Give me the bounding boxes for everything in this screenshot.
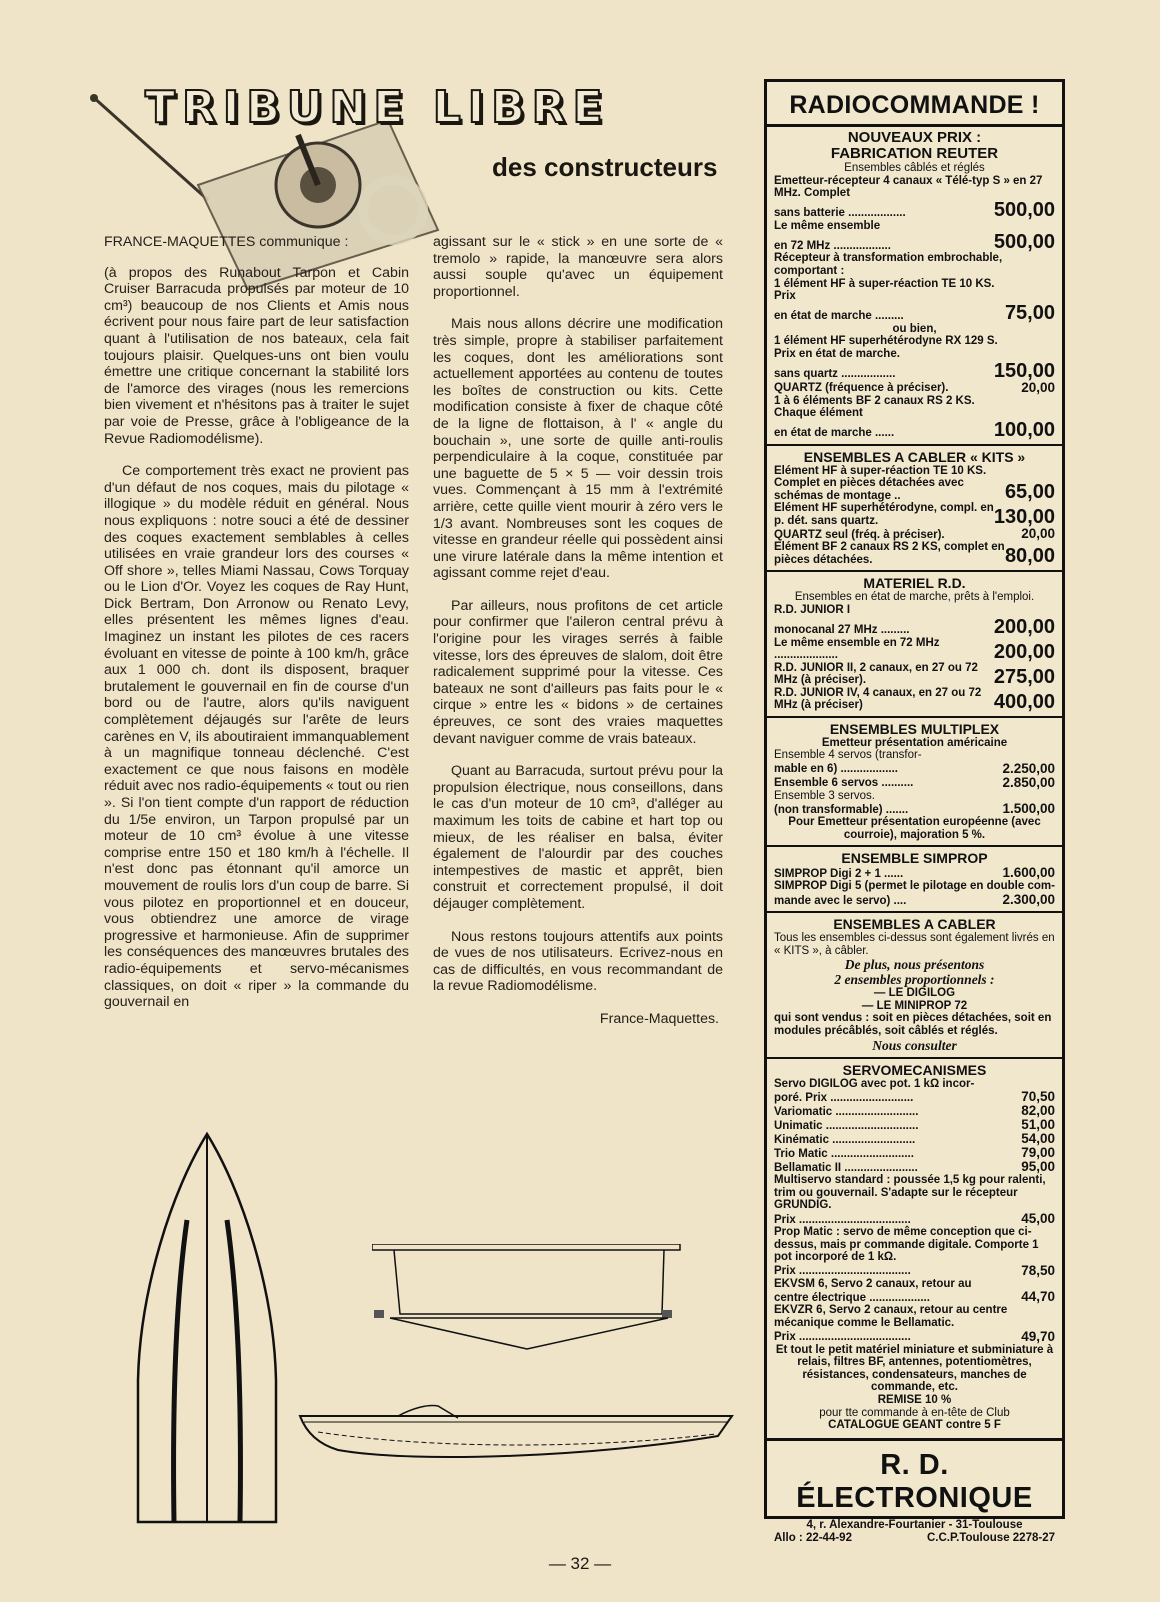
ad-line: Multiservo standard : poussée 1,5 kg pour ralenti, trim ou gouvernail. S'adapte sur le récepteur GRUNDIG.: [774, 1174, 1046, 1212]
price-label: monocanal 27 MHz .........: [774, 624, 910, 636]
section-subheading: Ensembles en état de marche, prêts à l'emploi.: [794, 591, 1035, 604]
price-value: 150,00: [993, 359, 1055, 382]
ad-line: SIMPROP Digi 5 (permet le pilotage en double com-: [774, 880, 1055, 893]
ad-line: R.D. JUNIOR I: [774, 603, 851, 616]
price-row: [774, 662, 1055, 687]
article-paragraph: agissant sur le « stick » en une sorte de « tremolo » rapide, la manœuvre sera alors aussi souple qu'avec un équipement proportionnel.: [433, 234, 723, 300]
ad-line: 1 élément HF à super-réaction TE 10 KS.: [774, 277, 995, 290]
price-row: [774, 232, 1055, 252]
price-value: 75,00: [1004, 301, 1055, 324]
price-row: [774, 776, 1055, 790]
price-row: [774, 866, 1055, 880]
ad-line: Elément HF à super-réaction TE 10 KS.: [774, 464, 987, 477]
price-label: Le même ensemble en 72 MHz ....................: [774, 636, 940, 661]
divider: [767, 1057, 1062, 1059]
price-row: [774, 1104, 1055, 1118]
ad-section-kits: [774, 450, 1055, 567]
price-label: R.D. JUNIOR II, 2 canaux, en 27 ou 72 MHz (à préciser).: [774, 661, 978, 686]
ad-italic-line: 2 ensembles proportionnels :: [834, 972, 995, 988]
ad-line: pour tte commande à en-tête de Club: [819, 1406, 1010, 1419]
price-value: 500,00: [993, 231, 1055, 254]
price-value: 78,50: [1021, 1262, 1055, 1278]
price-row: [774, 361, 1055, 381]
divider: [767, 716, 1062, 718]
price-row: [774, 1160, 1055, 1174]
price-row: [774, 1290, 1055, 1304]
price-value: 500,00: [993, 198, 1055, 221]
section-heading: ENSEMBLES MULTIPLEX: [829, 720, 1000, 737]
company-ccp: C.C.P.Toulouse 2278-27: [926, 1531, 1055, 1544]
price-row: [774, 1146, 1055, 1160]
ad-section-materiel: [774, 576, 1055, 711]
price-value: 79,00: [1021, 1145, 1055, 1161]
ad-section-reuter: [774, 130, 1055, 440]
price-label: Prix ...................................: [774, 1213, 911, 1226]
article-paragraph: Nous restons toujours attentifs aux points de vues de nos utilisateurs. Ecrivez-nous en cas de difficultés, en vous recommandant de la revue Radiomodélisme.: [433, 928, 723, 995]
price-value: 82,00: [1021, 1103, 1055, 1119]
price-label: (non transformable) .......: [774, 803, 909, 816]
article-paragraph: Mais nous allons décrire une modification très simple, propre à stabiliser parfaitement les coques, dont les améliorations sont actuellement apportées au contenu de toutes les boîtes de construction ou kits. Cette modification consiste à fixer de chaque côté de la ligne de flottaison, à l' « angle du bouchain », une sorte de quille anti-roulis perpendiculaire à la coque, constituée par une baguette de 5 × 5 — voir dessin trois vues. Commençant à 15 mm à l'extrémité arrière, cette quille vient mourir à zéro vers le 1/3 avant. Nombreuses sont les coques de vitesse en grandeur réelle qui possèdent ainsi une virure latérale dans la même intention et agissant comme rejet d'eau.: [433, 316, 723, 582]
price-label: poré. Prix ..........................: [774, 1091, 914, 1104]
price-label: Elément BF 2 canaux RS 2 KS, complet en pièces détachées.: [774, 541, 1005, 566]
article-paragraph: Ce comportement très exact ne provient pas d'un défaut de nos coques, mais du pilotage « illogique » du modèle réduit en général. Nous nous expliquons : notre souci a été de dessiner des coques exactement semblables à celles utilisées en vraie grandeur lors des courses « Off shore », telles Miami Nassau, Cows Torquay ou le Lion d'Or. Voyez les coques de Ray Hunt, Dick Bertram, Don Arronow ou Renato Levy, elles présentent les mêmes lignes d'eau. Imaginez un instant les pilotes de ces racers évoluant en vitesse de pointe à 100 km/h, grâce aux 1 000 ch. dont ils disposent, braquer brutalement le gouvernail en fin de course d'un bord ou de l'autre, alors qu'ils naviguent complètement déjaugés sur l'arête de leurs carènes en V, ils aboutiraient immanquablement à un magnifique tonneau déclenché. C'est exactement ce que nous faisons en modèle réduit avec nos radio-équipements « tout ou rien ». Si l'on tient compte d'un rapport de réduction du 1/5e environ, un Tarpon propulsé par un moteur de 10 cm³ évolue à une vitesse comprise entre 150 et 180 km/h à l'échelle. Il n'est donc pas étonnant qu'il amorce un mouvement de roulis lors d'un coup de barre. Si vous pilotez en proportionnel et en douceur, vous obtiendrez une amorce de virage progressive et harmonieuse. Afin de supprimer les conséquences des manœuvres brutales des radio-équipements et servo-mécanismes classiques, on doit « riper » la commande du gouvernail en: [104, 463, 409, 1011]
page-title: TRIBUNE LIBRE: [145, 82, 610, 133]
company-address: 4, r. Alexandre-Fourtanier - 31-Toulouse: [806, 1518, 1023, 1531]
price-label: Elément HF superhétérodyne, compl. en p. dét. sans quartz.: [774, 502, 994, 527]
price-value: 200,00: [993, 615, 1055, 638]
ad-line: — LE MINIPROP 72: [861, 999, 968, 1012]
section-heading: ENSEMBLE SIMPROP: [841, 850, 988, 867]
price-value: 1.500,00: [1002, 801, 1055, 817]
price-row: [774, 502, 1055, 527]
price-label: QUARTZ seul (fréq. à préciser).: [774, 528, 945, 541]
price-label: Complet en pièces détachées avec schémas de montage ..: [774, 477, 964, 502]
ad-line: EKVSM 6, Servo 2 canaux, retour au: [774, 1277, 972, 1290]
section-heading: ENSEMBLES A CABLER « KITS »: [803, 448, 1026, 465]
ad-section-multiplex: [774, 722, 1055, 842]
ad-line: Chaque élément: [774, 407, 863, 420]
ad-line: Servo DIGILOG avec pot. 1 kΩ incor-: [774, 1077, 975, 1090]
price-row: [774, 541, 1055, 566]
price-label: SIMPROP Digi 2 + 1 ......: [774, 867, 904, 880]
ad-line: Ensemble 3 servos.: [774, 789, 875, 802]
article-column-2: [433, 234, 723, 1044]
ad-line: qui sont vendus : soit en pièces détachées, soit en modules précâblés, soit câblés et réglés.: [774, 1012, 1052, 1038]
price-value: 200,00: [993, 640, 1055, 663]
article-paragraph: Par ailleurs, nous profitons de cet article pour confirmer que l'aileron central prévu à l'origine pour les virages serrés à faible vitesse, lors des épreuves de slalom, doit être radicalement supprimé pour la vitesse. Ces bateaux ne sont d'ailleurs pas faits pour le « cirque » entre les « bidons » de certaines épreuves, ce sont des vraies maquettes devant naviguer comme de vrais bateaux.: [433, 597, 723, 747]
ad-section-cabler: [774, 917, 1055, 1053]
price-label: Unimatic .............................: [774, 1119, 919, 1132]
ad-line: 1 élément HF superhétérodyne RX 129 S.: [774, 335, 998, 348]
article-paragraph: (à propos des Runabout Tarpon et Cabin Cruiser Barracuda propulsés par moteur de 10 cm³) beaucoup de nos Clients et Amis nous écrivent pour nous faire part de leur satisfaction quant à l'utilisation de nos bateaux, cela fait toujours plaisir. Quelques-uns ont bien voulu émettre une critique concernant la stabilité lors de l'amorce des virages (nous les remercions bien vivement et n'hésitons pas à traiter le sujet par voie de Presse, grâce à l'obligeance de la Revue Radiomodélisme).: [104, 264, 409, 447]
price-value: 2.250,00: [1002, 760, 1055, 776]
ad-line: Prix: [774, 290, 796, 303]
ad-line: Pour Emetteur présentation européenne (avec courroie), majoration 5 %.: [788, 816, 1041, 841]
article-intro: FRANCE-MAQUETTES communique :: [104, 234, 349, 250]
price-row: [774, 1118, 1055, 1132]
price-label: en 72 MHz ..................: [774, 239, 891, 252]
price-label: Prix ...................................: [774, 1265, 911, 1278]
divider: [767, 570, 1062, 572]
ad-line: Le même ensemble: [774, 219, 881, 232]
price-row: [774, 617, 1055, 637]
price-value: 54,00: [1021, 1131, 1055, 1147]
divider: [767, 444, 1062, 446]
price-label: mande avec le servo) ....: [774, 894, 907, 907]
price-value: 80,00: [1004, 545, 1055, 568]
ad-section-servos: [774, 1063, 1055, 1432]
price-value: 100,00: [993, 418, 1055, 441]
price-value: 65,00: [1004, 481, 1055, 504]
price-label: sans quartz .................: [774, 368, 896, 381]
article-paragraph: Quant au Barracuda, surtout prévu pour la propulsion électrique, nous conseillons, dans le cas d'un moteur de 10 cm³, d'alléger au maximum les toits de cabine et hart top ou mieux, de les réaliser en balsa, éviter également de l'alourdir par des couches intempestives de mastic et apprêt, bien construit et correctement propulsé, il doit déjauger complètement.: [433, 763, 723, 912]
price-row: [774, 1264, 1055, 1278]
ad-line: ou bien,: [892, 322, 937, 335]
price-label: QUARTZ (fréquence à préciser).: [774, 382, 949, 395]
price-value: 400,00: [993, 690, 1055, 713]
price-value: 275,00: [993, 665, 1055, 688]
price-value: 2.300,00: [1002, 892, 1055, 908]
price-value: 2.850,00: [1002, 774, 1055, 790]
price-row: [774, 1132, 1055, 1146]
article-signature: France-Maquettes.: [599, 1010, 719, 1027]
hull-side-view-drawing: [298, 1398, 734, 1478]
price-value: 20,00: [1021, 379, 1055, 395]
price-row: [774, 303, 1055, 323]
price-label: en état de marche ......: [774, 427, 895, 440]
price-label: sans batterie ..................: [774, 207, 906, 220]
divider: [767, 845, 1062, 847]
price-row: [774, 687, 1055, 712]
price-label: Variomatic ..........................: [774, 1105, 919, 1118]
section-subheading: Emetteur présentation américaine: [821, 736, 1008, 749]
ad-line: Et tout le petit matériel miniature et subminiature à relais, filtres BF, antennes, potentiomètres, résistances, condensateurs, manches de commande, etc.: [775, 1343, 1054, 1394]
price-label: Bellamatic II .......................: [774, 1161, 918, 1174]
price-row: [774, 1090, 1055, 1104]
price-value: 49,70: [1021, 1328, 1055, 1344]
hull-top-view-drawing: [132, 1130, 282, 1530]
page-subtitle: des constructeurs: [492, 152, 718, 182]
hull-rear-view-drawing: [372, 1244, 682, 1356]
price-value: 51,00: [1021, 1117, 1055, 1133]
ad-line: EKVZR 6, Servo 2 canaux, retour au centre mécanique comme le Bellamatic.: [774, 1304, 1008, 1329]
price-row: [774, 762, 1055, 776]
ad-line: Ensemble 4 servos (transfor-: [774, 749, 922, 762]
ad-line: Emetteur-récepteur 4 canaux « Télé-typ S » en 27 MHz. Complet: [774, 174, 1043, 200]
section-subheading: Ensembles câblés et réglés: [844, 162, 985, 174]
company-contact: [774, 1532, 1055, 1545]
price-value: 44,70: [1021, 1289, 1055, 1305]
price-label: en état de marche .........: [774, 310, 904, 323]
section-heading: SERVOMECANISMES: [842, 1061, 987, 1078]
ad-line: CATALOGUE GEANT contre 5 F: [828, 1419, 1001, 1432]
ad-line: REMISE 10 %: [877, 1393, 952, 1406]
price-label: mable en 6) ..................: [774, 763, 898, 776]
ad-section-simprop: [774, 851, 1055, 907]
price-row: [774, 420, 1055, 440]
section-heading: NOUVEAUX PRIX :: [847, 129, 982, 146]
price-label: Ensemble 6 servos ..........: [774, 777, 914, 790]
section-heading: MATERIEL R.D.: [863, 575, 966, 592]
price-row: [774, 1212, 1055, 1226]
price-value: 20,00: [1021, 526, 1055, 542]
ad-line: Prop Matic : servo de même conception que ci-dessus, mais pr commande digitale. Comporte 1 pot incorporé de 1 kΩ.: [774, 1226, 1039, 1264]
company-name: R. D. ÉLECTRONIQUE: [767, 1438, 1062, 1519]
price-label: Prix ...................................: [774, 1331, 911, 1344]
price-label: Trio Matic ..........................: [774, 1147, 914, 1160]
price-row: [774, 1330, 1055, 1344]
price-row: [774, 893, 1055, 907]
price-row: [774, 381, 1055, 395]
ad-italic-line: Nous consulter: [872, 1037, 957, 1053]
price-label: centre électrique ...................: [774, 1291, 930, 1304]
ad-title: RADIOCOMMANDE !: [767, 85, 1062, 127]
price-row: [774, 200, 1055, 220]
advertisement-box: [764, 79, 1065, 1544]
price-value: 70,50: [1021, 1089, 1055, 1105]
article-column-1: [104, 234, 409, 1027]
page-number: — 32 —: [548, 1554, 612, 1573]
ad-line: Prix en état de marche.: [774, 347, 900, 360]
section-heading: FABRICATION REUTER: [830, 145, 999, 162]
price-row: [774, 477, 1055, 502]
ad-italic-line: De plus, nous présentons: [844, 957, 985, 973]
price-label: R.D. JUNIOR IV, 4 canaux, en 27 ou 72 MHz (à préciser): [774, 686, 982, 711]
price-value: 130,00: [993, 506, 1055, 529]
price-row: [774, 802, 1055, 816]
ad-line: — LE DIGILOG: [873, 987, 956, 1000]
price-value: 45,00: [1021, 1211, 1055, 1226]
ad-line: Tous les ensembles ci-dessus sont également livrés en « KITS », à câbler.: [774, 932, 1055, 957]
price-label: Kinématic ..........................: [774, 1133, 916, 1146]
ad-line: Récepteur à transformation embrochable, comportant :: [774, 252, 1003, 277]
divider: [767, 911, 1062, 913]
section-heading: ENSEMBLES A CABLER: [833, 916, 996, 933]
ad-line: 1 à 6 éléments BF 2 canaux RS 2 KS.: [774, 394, 975, 407]
company-phone: Allo : 22-44-92: [774, 1531, 852, 1544]
price-value: 1.600,00: [1002, 865, 1055, 881]
price-value: 95,00: [1021, 1159, 1055, 1175]
price-row: [774, 637, 1055, 662]
price-row: [774, 527, 1055, 541]
